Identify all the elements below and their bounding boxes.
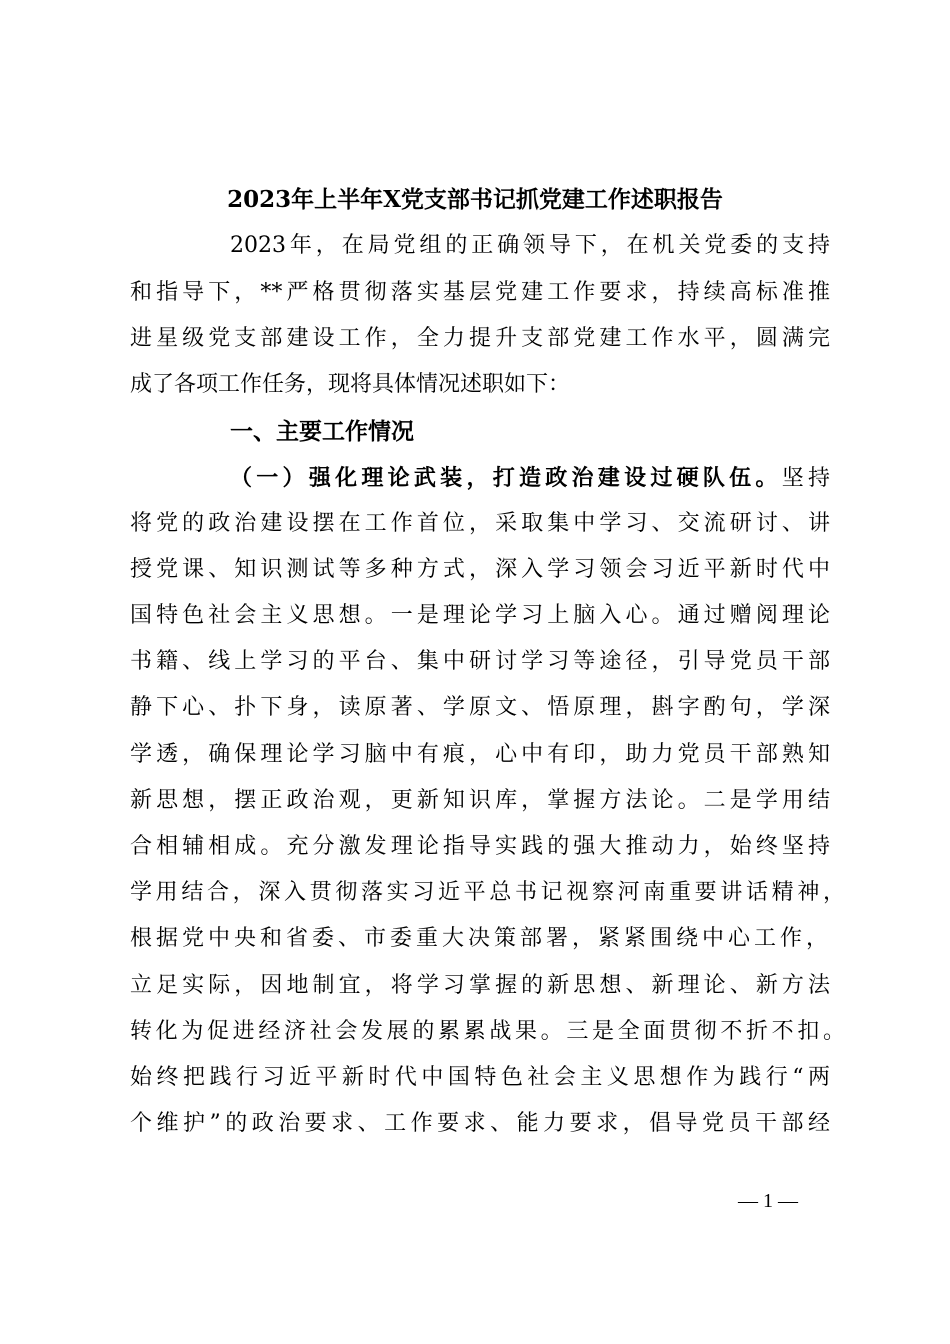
paragraph-text: 坚持: [781, 466, 830, 491]
paragraph-line: 个维护”的政治要求、工作要求、能力要求，倡导党员干部经: [130, 1111, 830, 1136]
paragraph-line: 成了各项工作任务，现将具体情况述职如下：: [130, 372, 571, 397]
paragraph-line: 转化为促进经济社会发展的累累战果。三是全面贯彻不折不扣。: [130, 1019, 845, 1044]
paragraph-line: 授党课、知识测试等多种方式，深入学习领会习近平新时代中: [130, 557, 830, 582]
paragraph-line: 将党的政治建设摆在工作首位，采取集中学习、交流研讨、讲: [130, 511, 830, 536]
paragraph-line: 2023年，在局党组的正确领导下，在机关党委的支持: [230, 233, 830, 258]
paragraph-line: 国特色社会主义思想。一是理论学习上脑入心。通过赠阅理论: [130, 603, 830, 628]
paragraph-line: 学用结合，深入贯彻落实习近平总书记视察河南重要讲话精神，: [130, 880, 845, 905]
page-number: — 1 —: [738, 1190, 798, 1212]
paragraph-line: 和指导下，**严格贯彻落实基层党建工作要求，持续高标准推: [130, 280, 830, 305]
paragraph-line: 根据党中央和省委、市委重大决策部署，紧紧围绕中心工作，: [130, 926, 833, 951]
paragraph-line: 学透，确保理论学习脑中有痕，心中有印，助力党员干部熟知: [130, 742, 830, 767]
paragraph-line: 新思想，摆正政治观，更新知识库，掌握方法论。二是学用结: [130, 788, 830, 813]
paragraph-line: 书籍、线上学习的平台、集中研讨学习等途径，引导党员干部: [130, 649, 830, 674]
paragraph-line: 立足实际，因地制宜，将学习掌握的新思想、新理论、新方法: [130, 973, 830, 998]
paragraph-line: 合相辅相成。充分激发理论指导实践的强大推动力，始终坚持: [130, 834, 830, 859]
paragraph-line: 静下心、扑下身，读原著、学原文、悟原理，斟字酌句，学深: [130, 695, 830, 720]
paragraph-line: 进星级党支部建设工作，全力提升支部党建工作水平，圆满完: [130, 326, 830, 351]
document-title: 2023年上半年X党支部书记抓党建工作述职报告: [227, 186, 723, 213]
subsection-title: （一）强化理论武装，打造政治建设过硬队伍。: [230, 465, 782, 491]
paragraph-line: 始终把践行习近平新时代中国特色社会主义思想作为践行“两: [130, 1065, 830, 1090]
subsection-line: [230, 462, 830, 495]
section-heading: 一、主要工作情况: [230, 418, 414, 445]
